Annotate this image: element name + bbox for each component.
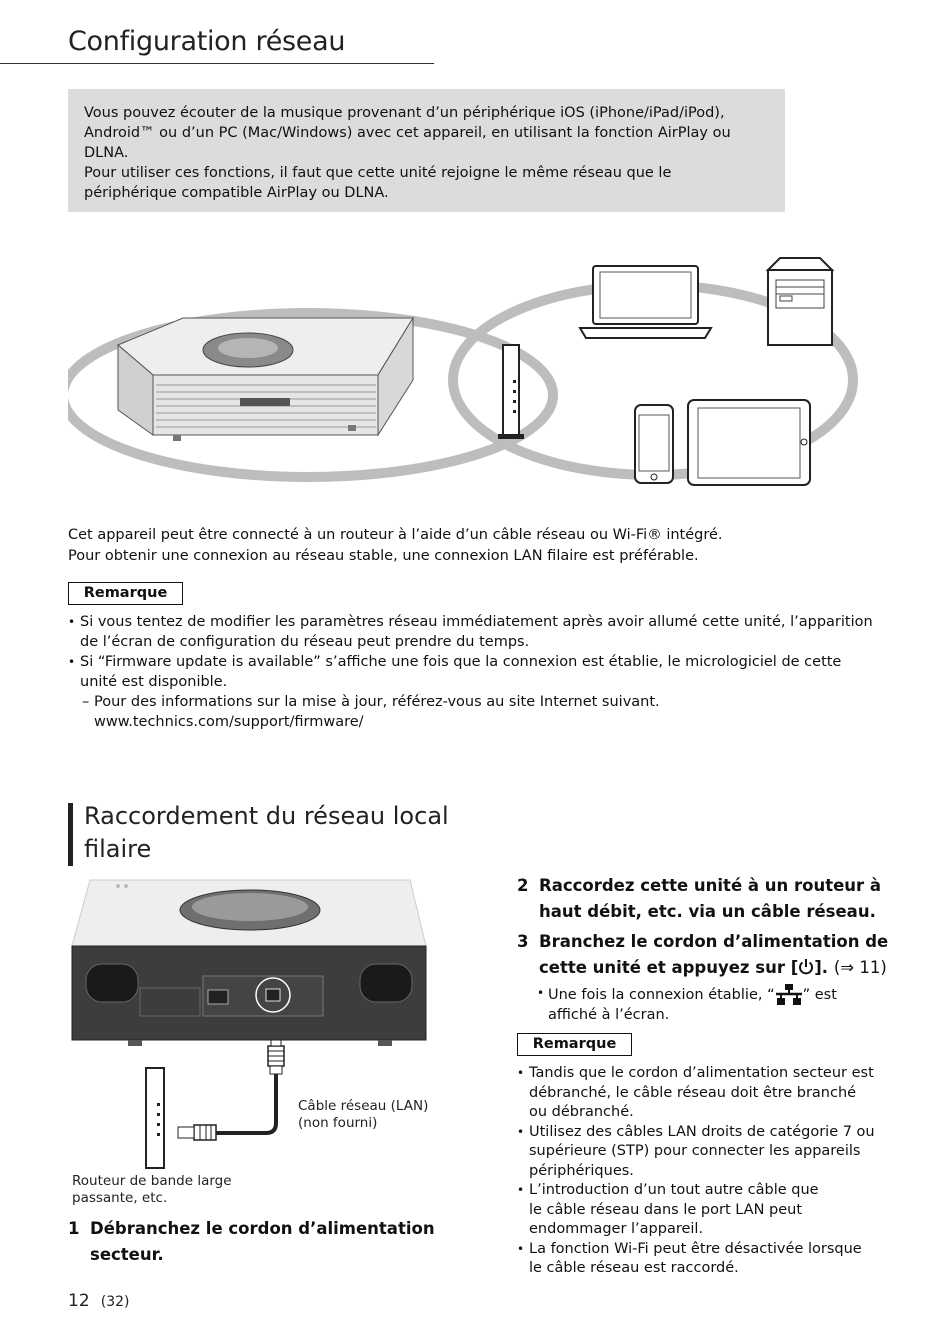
step-number: 2 bbox=[517, 876, 529, 895]
step-text: Débranchez le cordon d’alimentation bbox=[90, 1219, 435, 1238]
remark-text: • Tandis que le cordon d’alimentation secteur est bbox=[529, 1065, 874, 1081]
unit-back-panel-image bbox=[72, 946, 426, 1046]
remark-text: Pour des informations sur la mise à jour, référez-vous au site Internet suivant. bbox=[94, 694, 660, 710]
step-number: 3 bbox=[517, 932, 529, 951]
intro-line: DLNA. bbox=[84, 145, 129, 161]
section-marker bbox=[68, 803, 73, 866]
smartphone-image bbox=[635, 405, 673, 483]
lan-plug-image bbox=[268, 1040, 284, 1074]
note-text: ” est bbox=[802, 987, 837, 1003]
remark-text: ou débranché. bbox=[529, 1104, 634, 1120]
bullet-marker: • bbox=[537, 986, 545, 1000]
page-number-secondary: (32) bbox=[100, 1294, 130, 1310]
section-title-line: filaire bbox=[84, 835, 152, 863]
power-icon bbox=[798, 958, 814, 975]
lan-cable bbox=[216, 1074, 276, 1133]
firmware-url: www.technics.com/support/firmware/ bbox=[94, 714, 364, 730]
tablet-image bbox=[688, 400, 810, 485]
step-number: 1 bbox=[68, 1219, 80, 1238]
step-text: cette unité et appuyez sur [ bbox=[539, 958, 799, 977]
step-text: Branchez le cordon d’alimentation de bbox=[539, 932, 889, 951]
dash-marker: – bbox=[82, 694, 90, 710]
title-divider bbox=[0, 63, 434, 64]
wired-connection-illustration bbox=[68, 878, 438, 1178]
intro-line: Pour utiliser ces fonctions, il faut que cette unité rejoigne le même réseau que le bbox=[84, 165, 672, 181]
remark-text: périphériques. bbox=[529, 1162, 634, 1179]
step-text: Raccordez cette unité à un routeur à bbox=[539, 876, 882, 895]
remark-list bbox=[68, 612, 898, 692]
intro-box bbox=[68, 89, 785, 212]
page-number: 12 bbox=[68, 1291, 90, 1311]
page-title: Configuration réseau bbox=[68, 26, 346, 57]
section-title bbox=[84, 800, 449, 866]
remark-text: • Si vous tentez de modifier les paramètres réseau immédiatement après avoir allumé cette unité, l’apparition bbox=[80, 614, 873, 630]
remark-text: unité est disponible. bbox=[80, 674, 228, 690]
remark-label: Remarque bbox=[517, 1033, 632, 1056]
lan-plug-image bbox=[178, 1125, 216, 1140]
remark-text: débranché, le câble réseau doit être branché bbox=[529, 1084, 857, 1101]
section-title-line: Raccordement du réseau local bbox=[84, 802, 449, 830]
remark-text: • Utilisez des câbles LAN droits de catégorie 7 ou bbox=[529, 1123, 875, 1140]
remark-text: • L’introduction d’un tout autre câble que bbox=[529, 1182, 819, 1198]
remark-text: supérieure (STP) pour connecter les appareils bbox=[529, 1143, 861, 1159]
intro-line: Vous pouvez écouter de la musique provenant d’un périphérique iOS (iPhone/iPad/iPod), bbox=[84, 105, 725, 121]
list-item bbox=[517, 1240, 917, 1279]
remark-text: • Si “Firmware update is available” s’affiche une fois que la connexion est établie, le micrologiciel de cette bbox=[80, 654, 842, 670]
step-3 bbox=[517, 929, 927, 981]
router-label-line: passante, etc. bbox=[72, 1190, 168, 1206]
step-text: secteur. bbox=[90, 1245, 164, 1264]
step-text: ]. bbox=[814, 958, 829, 977]
remark-subitem bbox=[80, 692, 660, 732]
remark-text: • La fonction Wi-Fi peut être désactivée lorsque bbox=[529, 1240, 862, 1257]
step-1 bbox=[68, 1216, 448, 1268]
desktop-pc-image bbox=[768, 258, 832, 345]
list-item bbox=[517, 1123, 917, 1182]
network-overview-illustration bbox=[68, 240, 878, 500]
remark-text: le câble réseau est raccordé. bbox=[529, 1260, 739, 1276]
cable-label-line: Câble réseau (LAN) bbox=[298, 1098, 429, 1114]
remark-list bbox=[517, 1064, 917, 1279]
router-image bbox=[146, 1068, 164, 1168]
remark-text: de l’écran de configuration du réseau peut prendre du temps. bbox=[80, 634, 530, 650]
unit-top-image bbox=[72, 880, 426, 946]
list-item bbox=[517, 1181, 917, 1240]
cable-label bbox=[298, 1098, 428, 1132]
router-label bbox=[72, 1173, 232, 1207]
note-text: Une fois la connexion établie, “ bbox=[548, 987, 775, 1003]
router-label-line: Routeur de bande large bbox=[72, 1173, 232, 1189]
remark-label: Remarque bbox=[68, 582, 183, 605]
intro-line: périphérique compatible AirPlay ou DLNA. bbox=[84, 185, 389, 201]
laptop-image bbox=[580, 266, 711, 338]
list-item bbox=[68, 652, 898, 692]
step-2 bbox=[517, 873, 917, 925]
note-text: affiché à l’écran. bbox=[548, 1007, 670, 1023]
step-text: haut débit, etc. via un câble réseau. bbox=[539, 902, 876, 921]
list-item bbox=[517, 1064, 917, 1123]
speaker-unit-image bbox=[118, 318, 413, 441]
connection-text: Cet appareil peut être connecté à un routeur à l’aide d’un câble réseau ou Wi-Fi® intégré. bbox=[68, 527, 723, 543]
remark-text: endommager l’appareil. bbox=[529, 1221, 704, 1237]
list-item bbox=[68, 612, 898, 652]
page-reference: (⇒ 11) bbox=[833, 958, 887, 977]
step-3-note bbox=[537, 984, 917, 1025]
remark-text: le câble réseau dans le port LAN peut bbox=[529, 1201, 803, 1218]
cable-label-line: (non fourni) bbox=[298, 1115, 378, 1131]
connection-text: Pour obtenir une connexion au réseau stable, une connexion LAN filaire est préférable. bbox=[68, 548, 699, 564]
intro-line: Android™ ou d’un PC (Mac/Windows) avec cet appareil, en utilisant la fonction AirPlay ou bbox=[84, 125, 731, 141]
page-footer bbox=[68, 1291, 129, 1311]
network-icon bbox=[775, 984, 803, 1006]
